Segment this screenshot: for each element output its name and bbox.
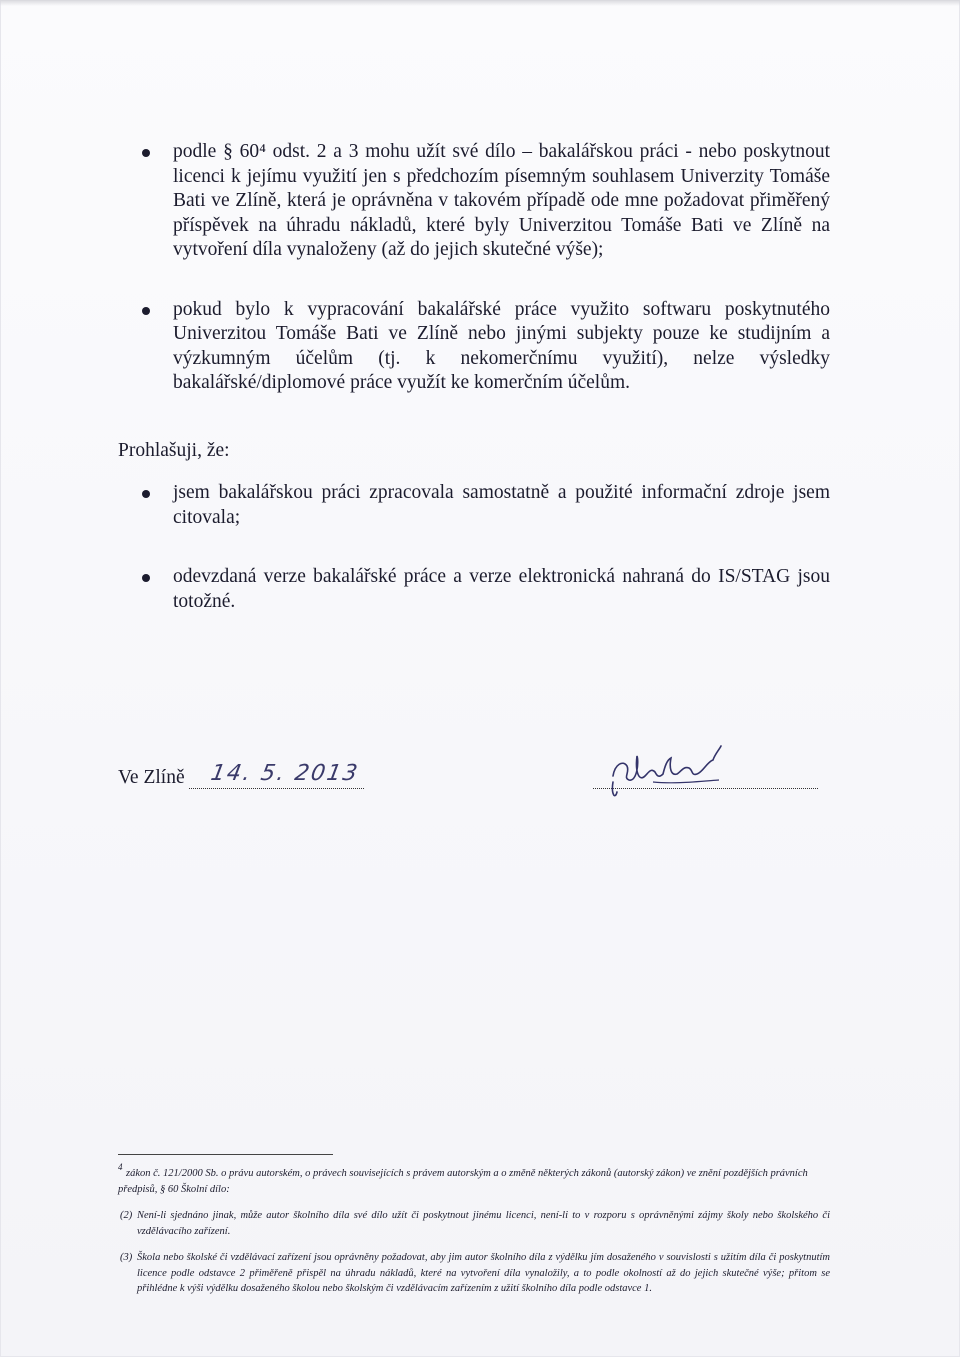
footnote: [118, 1162, 830, 1297]
bullet-item: pokud bylo k vypracování bakalářské práce využito softwaru poskytnutého Univerzitou Tomáše Bati ve Zlíně nebo jinými subjekty pouze ke studijním a výzkumným účelům (tj. k nekomerčnímu využití), nelze výsledky bakalářské/diplomové práce využít ke komerčním účelům.: [140, 298, 830, 396]
place-label: Ve Zlíně: [118, 767, 185, 788]
signature-field: [593, 742, 818, 789]
footnote-item-number: (2): [120, 1210, 133, 1221]
declaration-heading: Prohlašuji, že:: [118, 440, 230, 461]
bullet-item: jsem bakalářskou práci zpracovala samostatně a použité informační zdroje jsem citovala;: [140, 481, 830, 530]
footnote-separator: [118, 1154, 333, 1155]
footnote-main: zákon č. 121/2000 Sb. o právu autorském, o právech souvisejících s právem autorským a o změně některých zákonů (autorský zákon) ve znění pozdějších právních předpisů, § 60 Školní dílo:: [118, 1168, 808, 1195]
footnote-item: [120, 1250, 830, 1297]
footnote-number: 4: [118, 1162, 123, 1172]
date-field: [189, 760, 364, 789]
footnote-item-text: Škola nebo školské či vzdělávací zařízení jsou oprávněny požadovat, aby jim autor školního díla z výdělku jím dosaženého v souvislosti s užitím díla či poskytnutím licence podle odstavce 2 přiměřeně přispěl na úhradu nákladů, které na vytvoření díla vynaložily, a to podle okolností až do jejich skutečné výše; přitom se přihlédne k výši výdělku dosaženého školou nebo školským či vzdělávacím zařízením z užití školního díla podle odstavce 1.: [137, 1252, 830, 1294]
license-conditions-list: [140, 140, 830, 396]
footnote-item-text: Není-li sjednáno jinak, může autor školního díla své dílo užít či poskytnout jinému licenci, není-li to v rozporu s oprávněnými zájmy školy nebo školského či vzdělávacího zařízení.: [137, 1210, 830, 1237]
footnote-item-number: (3): [120, 1252, 133, 1263]
scan-edge: [0, 0, 960, 6]
bullet-item: podle § 60⁴ odst. 2 a 3 mohu užít své dílo – bakalářskou práci - nebo poskytnout licenci k jejímu využití jen s předchozím písemným souhlasem Univerzity Tomáše Bati ve Zlíně, která je oprávněna v takovém případě ode mne požadovat přiměřený příspěvek na úhradu nákladů, které byly Univerzitou Tomáše Bati ve Zlíně na vytvoření díla vynaloženy (až do jejich skutečné výše);: [140, 140, 830, 263]
handwritten-date: 14. 5. 2013: [208, 761, 361, 786]
bullet-item: odevzdaná verze bakalářské práce a verze elektronická nahraná do IS/STAG jsou totožné.: [140, 565, 830, 614]
signature-image: [593, 742, 818, 802]
declaration-list: [140, 481, 830, 614]
place-date-line: [118, 760, 364, 789]
footnote-item: [120, 1208, 830, 1239]
